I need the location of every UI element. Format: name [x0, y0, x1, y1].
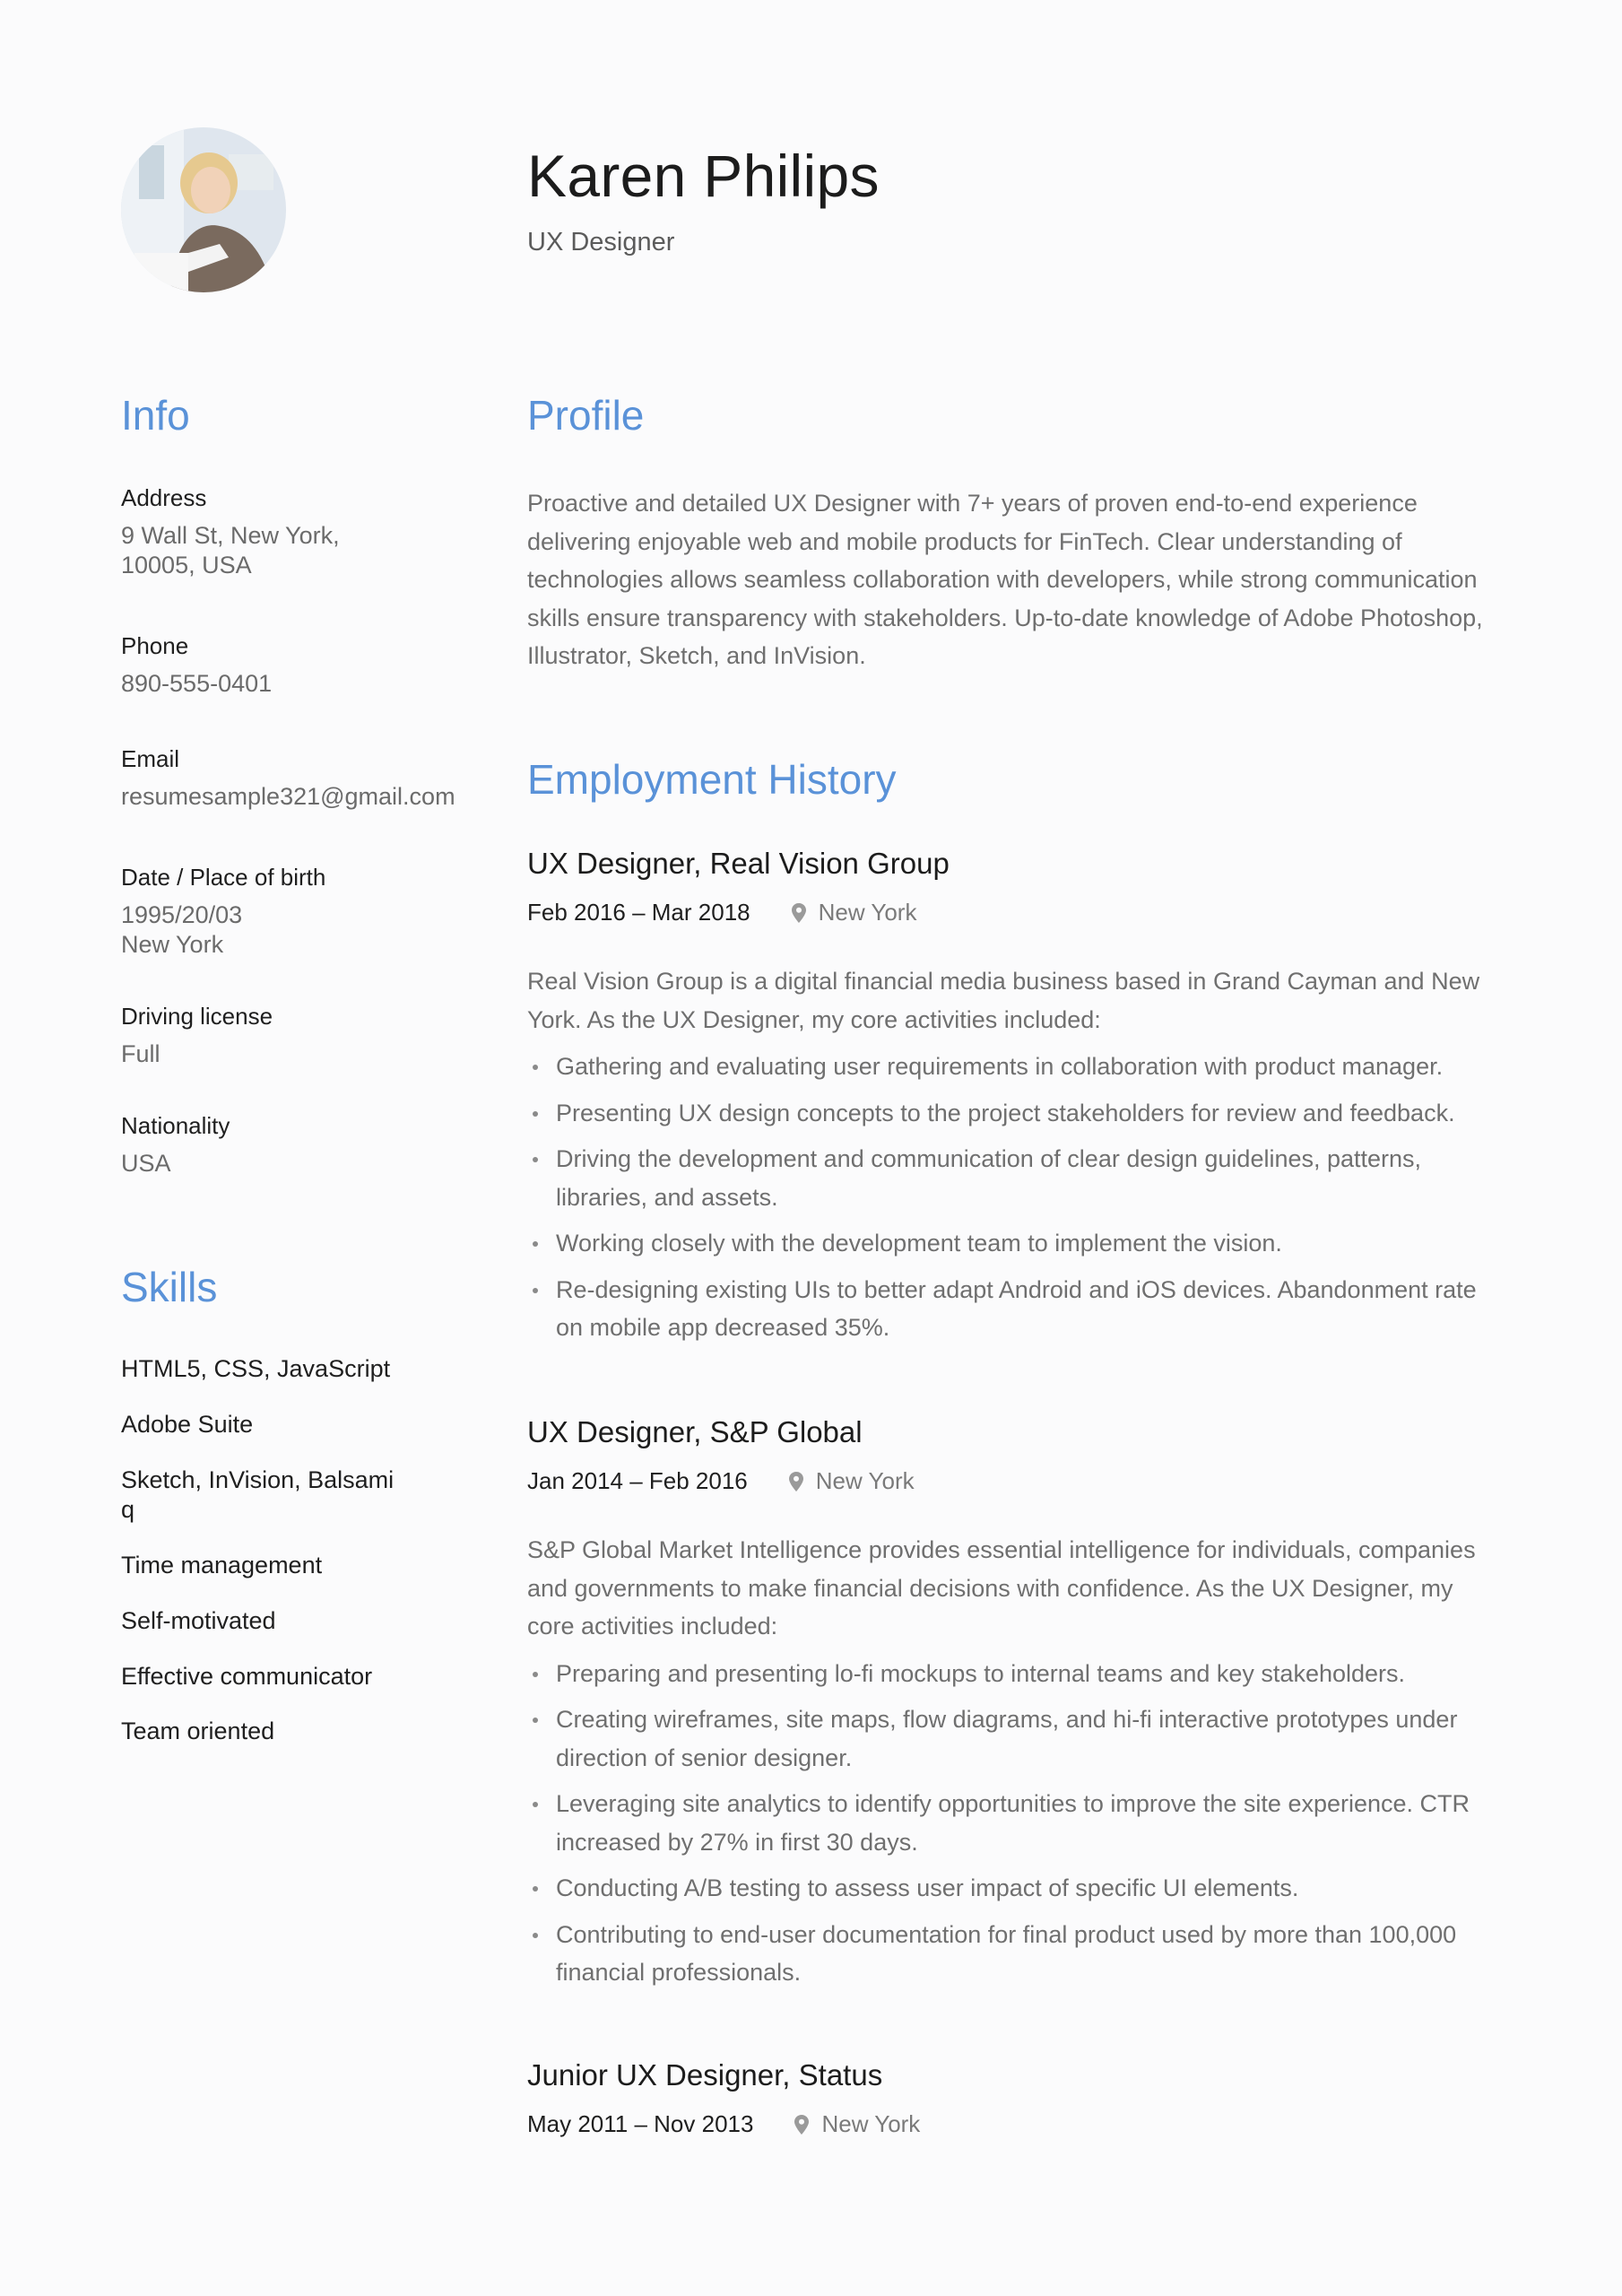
job-title: UX Designer, Real Vision Group — [527, 847, 950, 880]
address-line-2: 10005, USA — [121, 551, 252, 578]
job-location — [789, 1467, 915, 1495]
birth-label: Date / Place of birth — [121, 864, 326, 891]
job-bullet: Gathering and evaluating user requirements in collaboration with product manager. — [527, 1048, 1505, 1086]
candidate-name: Karen Philips — [527, 143, 880, 209]
job-bullets — [527, 1048, 1505, 1347]
phone-label: Phone — [121, 632, 189, 659]
profile-summary: Proactive and detailed UX Designer with 7+ years of proven end-to-end experience delivering enjoyable web and mobile products for FinTech. Clear understanding of technologies allows seamless collaboration with developers, while strong communication skills ensure transparency with stakeholders. Up-to-date knowledge of Adobe Photoshop, Illustrator, Sketch, and InVision. — [527, 490, 1483, 669]
info-birth — [121, 864, 480, 960]
skills-list — [121, 1354, 426, 1772]
job-title: Junior UX Designer, Status — [527, 2058, 883, 2092]
job-location-text: New York — [815, 1467, 915, 1494]
skill-item: Time management — [121, 1552, 323, 1578]
job-meta — [527, 899, 1505, 926]
job-bullet: Creating wireframes, site maps, flow diagrams, and hi-fi interactive prototypes under direction of senior designer. — [527, 1700, 1505, 1777]
info-phone — [121, 632, 480, 699]
job-description: S&P Global Market Intelligence provides essential intelligence for individuals, companies and governments to make financial decisions with confidence. As the UX Designer, my core activities included: — [527, 1536, 1476, 1639]
job-title: UX Designer, S&P Global — [527, 1415, 863, 1448]
license-value: Full — [121, 1040, 160, 1067]
info-nationality — [121, 1112, 480, 1178]
skill-item: Adobe Suite — [121, 1410, 254, 1438]
address-line-1: 9 Wall St, New York, — [121, 522, 340, 549]
job-dates: Jan 2014 – Feb 2016 — [527, 1467, 748, 1494]
nationality-value: USA — [121, 1150, 171, 1177]
job-entry — [527, 847, 1505, 1355]
job-location-text: New York — [818, 899, 917, 926]
job-meta — [527, 2110, 1505, 2138]
job-bullet: Working closely with the development team to implement the vision. — [527, 1224, 1505, 1263]
candidate-role: UX Designer — [527, 228, 675, 257]
job-dates: Feb 2016 – Mar 2018 — [527, 899, 750, 926]
birth-date: 1995/20/03 — [121, 901, 243, 928]
nationality-label: Nationality — [121, 1112, 230, 1139]
job-bullet: Preparing and presenting lo-fi mockups to internal teams and key stakeholders. — [527, 1655, 1505, 1693]
address-label: Address — [121, 484, 207, 511]
profile-heading: Profile — [527, 392, 645, 439]
birth-place: New York — [121, 930, 224, 958]
info-address — [121, 484, 480, 580]
info-email — [121, 745, 480, 812]
skill-item: Self-motivated — [121, 1606, 276, 1634]
job-dates: May 2011 – Nov 2013 — [527, 2110, 754, 2137]
job-bullets — [527, 1655, 1505, 1992]
location-pin-icon — [789, 1472, 803, 1492]
skill-item: HTML5, CSS, JavaScript — [121, 1355, 391, 1382]
job-bullet: Re-designing existing UIs to better adapt Android and iOS devices. Abandonment rate on mobile app decreased 35%. — [527, 1271, 1505, 1347]
phone-value: 890-555-0401 — [121, 670, 273, 697]
job-location-text: New York — [821, 2110, 921, 2137]
job-bullet: Driving the development and communication of clear design guidelines, patterns, libraries, and assets. — [527, 1140, 1505, 1216]
skill-item: Sketch, InVision, Balsamiq — [121, 1465, 395, 1524]
job-description: Real Vision Group is a digital financial media business based in Grand Cayman and New York. As the UX Designer, my core activities included: — [527, 968, 1480, 1033]
job-entry — [527, 2058, 1505, 2138]
skills-heading: Skills — [121, 1264, 218, 1310]
avatar — [121, 127, 286, 292]
skill-item: Effective communicator — [121, 1662, 373, 1690]
email-label: Email — [121, 745, 180, 772]
job-entry — [527, 1415, 1505, 2000]
employment-heading: Employment History — [527, 756, 897, 803]
location-pin-icon — [792, 903, 806, 923]
job-location — [792, 899, 917, 926]
info-heading: Info — [121, 392, 190, 439]
license-label: Driving license — [121, 1003, 273, 1030]
profile-photo — [121, 127, 286, 292]
job-meta — [527, 1467, 1505, 1495]
email-value: resumesample321@gmail.com — [121, 783, 455, 810]
job-bullet: Contributing to end-user documentation for final product used by more than 100,000 financial professionals. — [527, 1916, 1505, 1992]
job-bullet: Leveraging site analytics to identify opportunities to improve the site experience. CTR increased by 27% in first 30 days. — [527, 1785, 1505, 1861]
info-license — [121, 1003, 480, 1069]
job-bullet: Presenting UX design concepts to the project stakeholders for review and feedback. — [527, 1094, 1505, 1133]
skill-item: Team oriented — [121, 1718, 275, 1745]
job-location — [794, 2110, 920, 2138]
location-pin-icon — [794, 2115, 809, 2135]
job-bullet: Conducting A/B testing to assess user impact of specific UI elements. — [527, 1869, 1505, 1908]
